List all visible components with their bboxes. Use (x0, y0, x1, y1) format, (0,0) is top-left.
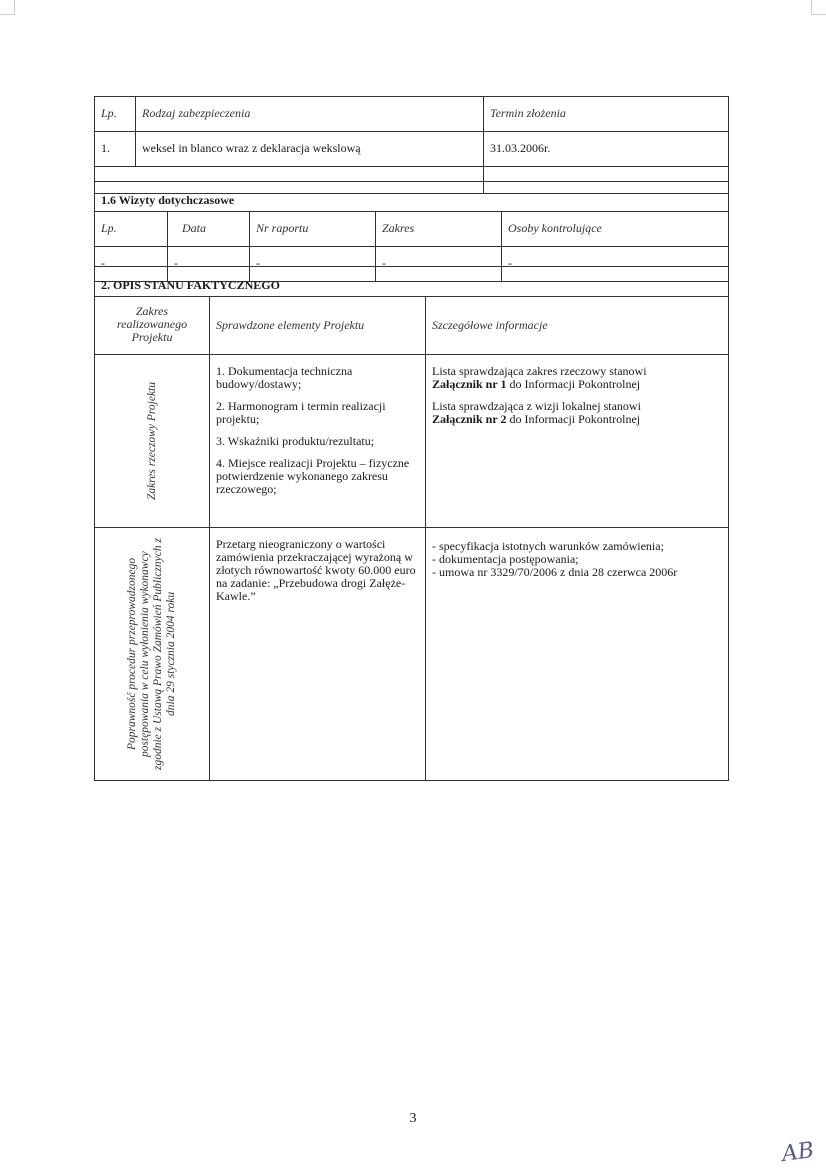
checked-elements-list (216, 365, 419, 496)
visits-header-row (95, 212, 729, 247)
list-item: 1. Dokumentacja techniczna budowy/dostawy; (216, 364, 353, 391)
scan-corner-mark-right (811, 0, 826, 15)
col-date: Data (168, 212, 250, 247)
scan-corner-mark (0, 0, 15, 15)
list-item: 4. Miejsce realizacji Projektu – fizyczne potwierdzenie wykonanego zakresu rzeczowego; (216, 456, 410, 496)
cell-submit-date: 31.03.2006r. (484, 132, 729, 167)
checked-elements-cell (210, 355, 426, 528)
list-item: - specyfikacja istotnych warunków zamówienia; (432, 539, 664, 553)
attachment-2-note: Lista sprawdzająca z wizji lokalnej stanowi Załącznik nr 2 do Informacji Pokontrolnej (432, 399, 641, 426)
procedure-label-cell (95, 528, 210, 781)
scope-label-cell (95, 355, 210, 528)
tender-description: Przetarg nieograniczony o wartości zamówienia przekraczającej wyrażoną w złotych równowartość kwoty 60.000 euro na zadanie: „Przebudowa drogi Załęże-Kawle.” (210, 528, 426, 781)
attachment-1-label: Załącznik nr 1 (432, 377, 507, 391)
page-number: 3 (409, 1111, 417, 1126)
attachment-1-note: Lista sprawdzająca zakres rzeczowy stanowi Załącznik nr 1 do Informacji Pokontrolnej (432, 364, 647, 391)
table-row (95, 528, 729, 781)
cell-lp: 1. (95, 132, 136, 167)
col-lp: Lp. (95, 97, 136, 132)
col-details: Szczegółowe informacje (426, 297, 729, 355)
cell-inspectors: - (502, 247, 729, 282)
list-item: 3. Wskaźniki produktu/rezultatu; (216, 434, 375, 448)
col-inspectors: Osoby kontrolujące (502, 212, 729, 247)
table-row (95, 132, 729, 167)
col-checked-elements: Sprawdzone elementy Projektu (210, 297, 426, 355)
cell-security-type: weksel in blanco wraz z deklaracja wekslową (136, 132, 484, 167)
scope-label: Zakres rzeczowy Projektu (145, 382, 158, 500)
details-cell (426, 355, 729, 528)
col-submit-date: Termin złożenia (484, 97, 729, 132)
list-item: - umowa nr 3329/70/2006 z dnia 28 czerwca 2006r (432, 565, 678, 579)
col-security-type: Rodzaj zabezpieczenia (136, 97, 484, 132)
col-project-scope: Zakres realizowanego Projektu (95, 297, 210, 355)
table-row (95, 355, 729, 528)
cell-scope: - (376, 247, 502, 282)
col-scope: Zakres (376, 212, 502, 247)
visits-title: 1.6 Wizyty dotychczasowe (95, 182, 729, 212)
cell-lp: - (95, 247, 168, 282)
tender-documents (426, 528, 729, 781)
col-report-no: Nr raportu (250, 212, 376, 247)
list-item: - dokumentacja postępowania; (432, 552, 579, 566)
cell-date: - (168, 247, 250, 282)
procedure-label: Poprawność procedur przeprowadzonego postępowania w celu wyłonienia wykonawcy zgodnie z Ustawą Prawo Zamówień Publicznych z dnia 29 stycznia 2004 roku (126, 538, 177, 770)
handwritten-initials: AB (780, 1137, 816, 1168)
list-item: 2. Harmonogram i termin realizacji projektu; (216, 399, 386, 426)
security-table (94, 96, 729, 194)
cell-report-no: - (250, 247, 376, 282)
attachment-2-label: Załącznik nr 2 (432, 412, 507, 426)
security-header-row (95, 97, 729, 132)
col-lp: Lp. (95, 212, 168, 247)
facts-table (94, 266, 729, 781)
facts-title: 2. OPIS STANU FAKTYCZNEGO (95, 267, 729, 297)
facts-header-row (95, 297, 729, 355)
